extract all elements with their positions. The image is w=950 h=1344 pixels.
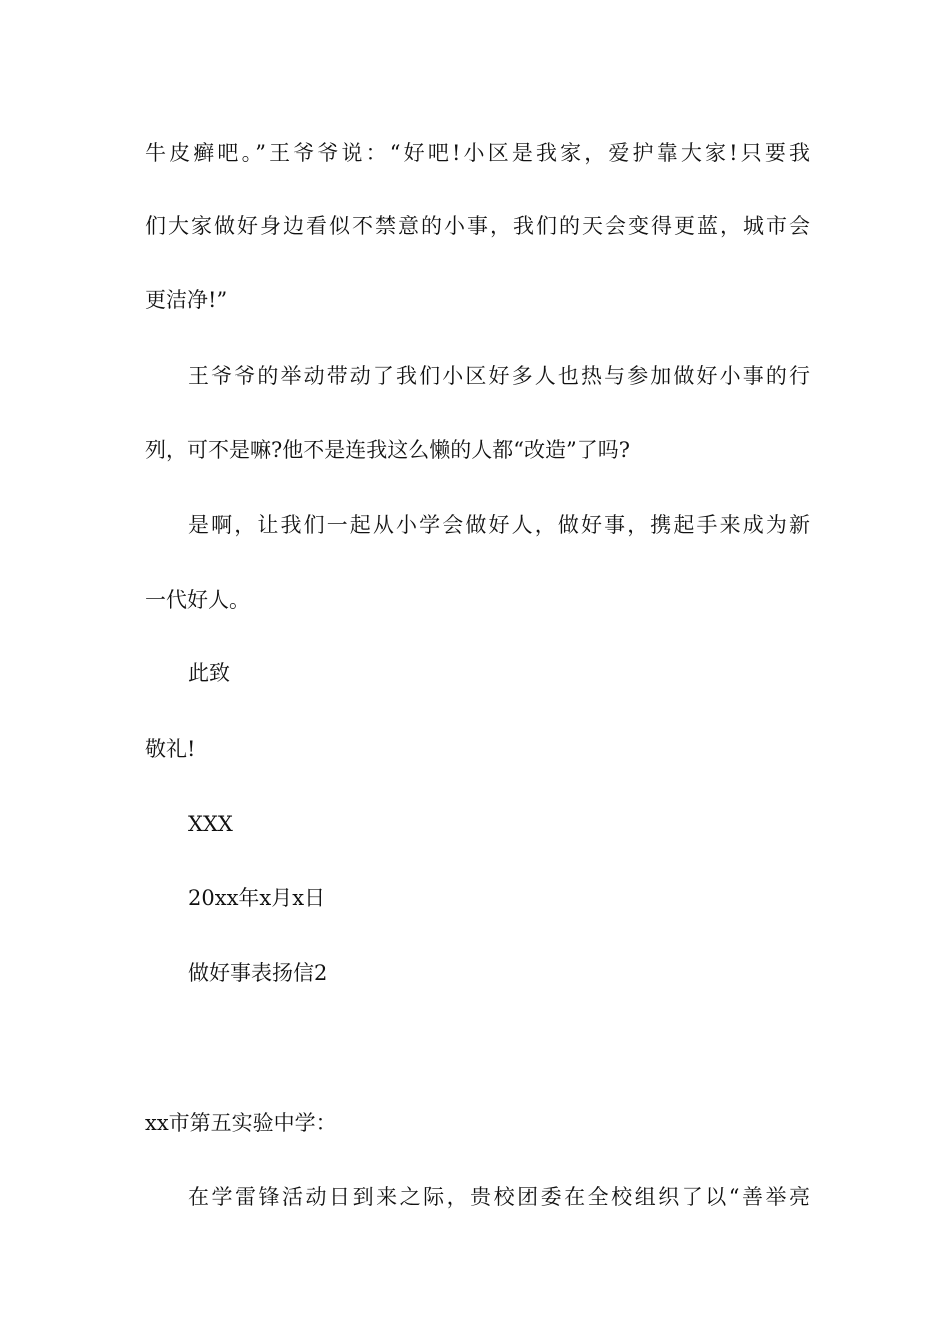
recipient: xx市第五实验中学： [145, 1111, 337, 1135]
date: 20xx年x月x日 [188, 886, 326, 910]
paragraph-line: 列，可不是嘛?他不是连我这么懒的人都“改造”了吗? [145, 438, 630, 462]
closing-respect: 敬礼! [145, 737, 196, 761]
signature: XXX [188, 812, 233, 836]
section-title: 做好事表扬信2 [188, 961, 328, 985]
paragraph-line: 们大家做好身边看似不禁意的小事，我们的天会变得更蓝，城市会 [145, 214, 810, 238]
paragraph-line: 是啊，让我们一起从小学会做好人，做好事，携起手来成为新 [188, 513, 810, 537]
paragraph-line: 更洁净!” [145, 288, 228, 312]
paragraph-line: 在学雷锋活动日到来之际，贵校团委在全校组织了以“善举亮 [188, 1185, 810, 1209]
paragraph-line: 牛皮癣吧。”王爷爷说：“好吧!小区是我家，爱护靠大家!只要我 [145, 141, 810, 165]
closing-salutation: 此致 [188, 661, 230, 685]
paragraph-line: 王爷爷的举动带动了我们小区好多人也热与参加做好小事的行 [188, 364, 810, 388]
paragraph-line: 一代好人。 [145, 588, 250, 612]
